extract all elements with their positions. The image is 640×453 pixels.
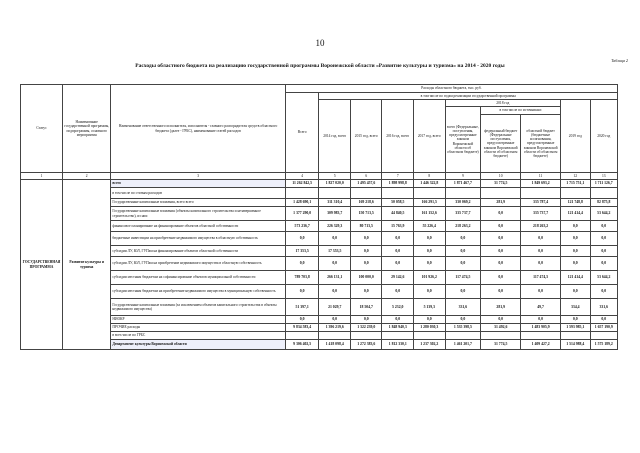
header-2019: 2019 год bbox=[561, 100, 590, 173]
value-cell bbox=[521, 332, 561, 340]
row-label: Государственные капитальные вложения (объекты капитального строительства и незавершенное строительство), из них: bbox=[111, 207, 285, 221]
table-row bbox=[21, 207, 618, 221]
value-cell: 121 414,4 bbox=[561, 271, 590, 285]
value-cell: 17 353,5 bbox=[285, 246, 319, 257]
header-total: Всего bbox=[285, 93, 319, 173]
table-row bbox=[21, 188, 618, 199]
column-number: 8 bbox=[414, 173, 446, 180]
value-cell: 82 875,8 bbox=[590, 199, 618, 207]
value-cell: 53 644,2 bbox=[590, 207, 618, 221]
value-cell: 0,0 bbox=[285, 285, 319, 299]
value-cell: 1 446 322,8 bbox=[414, 180, 446, 188]
value-cell: 1 715 751,1 bbox=[561, 180, 590, 188]
value-cell: 0,0 bbox=[590, 257, 618, 271]
value-cell: 0,0 bbox=[561, 221, 590, 232]
value-cell: 0,0 bbox=[561, 316, 590, 324]
value-cell: 311 310,4 bbox=[319, 199, 351, 207]
value-cell: 0,0 bbox=[319, 257, 351, 271]
header-2018-total: всего (Федеральные, поступления, предусмотренные законом Воронежской области об областном бюджете) bbox=[445, 107, 481, 173]
value-cell: 5 232,0 bbox=[382, 299, 414, 316]
value-cell: 1 657 190,9 bbox=[590, 324, 618, 332]
value-cell: 1 272 383,6 bbox=[350, 340, 382, 350]
value-cell: 80 713,5 bbox=[350, 221, 382, 232]
table-row bbox=[21, 324, 618, 332]
value-cell bbox=[561, 188, 590, 199]
value-cell: 0,0 bbox=[414, 232, 446, 246]
value-cell: 0,0 bbox=[445, 232, 481, 246]
value-cell bbox=[382, 188, 414, 199]
value-cell: 51 397,1 bbox=[285, 299, 319, 316]
value-cell: 1 396 219,6 bbox=[319, 324, 351, 332]
header-2018-federal: федеральный бюджет (Федеральные поступления, предусмотренные законом Воронежской области об областном бюджете) bbox=[481, 115, 521, 173]
value-cell: 281,9 bbox=[481, 199, 521, 207]
column-number: 13 bbox=[590, 173, 618, 180]
value-cell: 1 418 098,4 bbox=[319, 340, 351, 350]
row-label: субсидии ЛУ, ЮЛ, ГУПам на приобретение недвижимого имущества в областную собственность bbox=[111, 257, 285, 271]
value-cell bbox=[285, 332, 319, 340]
value-cell: 0,0 bbox=[481, 271, 521, 285]
header-executor: Наименование ответственного исполнителя, исполнителя - главного распорядителя средств областного бюджета (далее - ГРБС), наименование статей расходов bbox=[111, 85, 285, 173]
value-cell: 0,0 bbox=[350, 232, 382, 246]
column-number: 5 bbox=[319, 173, 351, 180]
value-cell: 0,0 bbox=[319, 232, 351, 246]
value-cell: 1 461 201,7 bbox=[445, 340, 481, 350]
header-2014: 2014 год, всего bbox=[319, 100, 351, 173]
value-cell: 334,4 bbox=[561, 299, 590, 316]
value-cell: 218 263,2 bbox=[521, 221, 561, 232]
value-cell: 789 703,8 bbox=[285, 271, 319, 285]
value-cell: 0,0 bbox=[521, 285, 561, 299]
value-cell: 0,0 bbox=[481, 285, 521, 299]
table-row bbox=[21, 285, 618, 299]
value-cell: 331,6 bbox=[590, 299, 618, 316]
value-cell: 573 236,7 bbox=[285, 221, 319, 232]
value-cell: 0,0 bbox=[481, 316, 521, 324]
value-cell: 0,0 bbox=[445, 246, 481, 257]
value-cell: 0,0 bbox=[481, 232, 521, 246]
value-cell: 0,0 bbox=[521, 316, 561, 324]
value-cell: 161 152,6 bbox=[414, 207, 446, 221]
table-row bbox=[21, 316, 618, 324]
row-label: всего bbox=[111, 180, 285, 188]
row-label: ПРОЧИЕ расходы bbox=[111, 324, 285, 332]
value-cell bbox=[319, 188, 351, 199]
value-cell: 31 774,5 bbox=[481, 340, 521, 350]
value-cell: 0,0 bbox=[285, 316, 319, 324]
value-cell: 0,0 bbox=[445, 257, 481, 271]
value-cell: 0,0 bbox=[350, 316, 382, 324]
value-cell: 0,0 bbox=[382, 316, 414, 324]
value-cell bbox=[481, 188, 521, 199]
value-cell: 166 291,5 bbox=[414, 199, 446, 207]
value-cell: 21 029,7 bbox=[319, 299, 351, 316]
value-cell: 17 353,5 bbox=[319, 246, 351, 257]
column-number: 12 bbox=[561, 173, 590, 180]
row-label: в всех числе по ГРБС bbox=[111, 332, 285, 340]
column-number: 6 bbox=[350, 173, 382, 180]
program-cell: Развитие культуры и туризма bbox=[63, 180, 111, 350]
value-cell: 31 492,6 bbox=[481, 324, 521, 332]
value-cell: 29 142,6 bbox=[382, 271, 414, 285]
value-cell: 100 000,0 bbox=[350, 271, 382, 285]
value-cell: 1 483 905,9 bbox=[521, 324, 561, 332]
value-cell: 266 131,1 bbox=[319, 271, 351, 285]
value-cell: 330 069,2 bbox=[445, 199, 481, 207]
value-cell: 1 711 126,7 bbox=[590, 180, 618, 188]
value-cell bbox=[350, 188, 382, 199]
value-cell: 1 827 020,0 bbox=[319, 180, 351, 188]
value-cell: 1 409 427,2 bbox=[521, 340, 561, 350]
header-2018-incl: в том числе по источникам: bbox=[481, 107, 561, 115]
value-cell: 1 849 693,2 bbox=[521, 180, 561, 188]
row-label: Государственные капитальные вложения, всего всего bbox=[111, 199, 285, 207]
value-cell bbox=[561, 332, 590, 340]
header-2018-regional: областной бюджет (бюджетные ассигнования, предусмотренные законом Воронежской области об областном бюджете) bbox=[521, 115, 561, 173]
value-cell: 0,0 bbox=[285, 232, 319, 246]
value-cell: 0,0 bbox=[590, 285, 618, 299]
appendix-label: Таблица 2 bbox=[611, 58, 628, 63]
header-2017: 2017 год, всего bbox=[414, 100, 446, 173]
value-cell: 169 218,6 bbox=[350, 199, 382, 207]
table-row bbox=[21, 271, 618, 285]
value-cell: 53 644,2 bbox=[590, 271, 618, 285]
table-row bbox=[21, 221, 618, 232]
header-2016: 2016 год, всего bbox=[382, 100, 414, 173]
column-number: 10 bbox=[481, 173, 521, 180]
value-cell: 9 834 583,4 bbox=[285, 324, 319, 332]
value-cell: 281,9 bbox=[481, 299, 521, 316]
row-label: финансовое планирование на финансирование объектов областной собственности bbox=[111, 221, 285, 232]
column-number: 4 bbox=[285, 173, 319, 180]
value-cell: 44 840,5 bbox=[382, 207, 414, 221]
value-cell: 0,0 bbox=[561, 246, 590, 257]
value-cell bbox=[350, 332, 382, 340]
value-cell: 218 263,2 bbox=[445, 221, 481, 232]
value-cell: 0,0 bbox=[414, 285, 446, 299]
row-label: Департамент культуры Воронежской области bbox=[111, 340, 285, 350]
header-2020: 2020 год bbox=[590, 100, 618, 173]
value-cell: 0,0 bbox=[319, 285, 351, 299]
value-cell: 0,0 bbox=[590, 232, 618, 246]
table-row bbox=[21, 332, 618, 340]
value-cell: 0,0 bbox=[319, 316, 351, 324]
column-number: 9 bbox=[445, 173, 481, 180]
row-label: субсидии ЛУ, ЮЛ, ГУПам на финансирование объектов областной собственности bbox=[111, 246, 285, 257]
column-number-row bbox=[21, 173, 618, 180]
row-label: субсидии местным бюджетам на приобретение недвижимого имущества в муниципальную собственность bbox=[111, 285, 285, 299]
value-cell: 0,0 bbox=[561, 257, 590, 271]
value-cell: 55 226,4 bbox=[414, 221, 446, 232]
value-cell: 309 983,7 bbox=[319, 207, 351, 221]
value-cell: 121 748,8 bbox=[561, 199, 590, 207]
value-cell: 331,6 bbox=[445, 299, 481, 316]
value-cell: 1 898 998,8 bbox=[382, 180, 414, 188]
header-2015: 2015 год, всего bbox=[350, 100, 382, 173]
value-cell: 0,0 bbox=[590, 316, 618, 324]
value-cell: 1 535 398,5 bbox=[445, 324, 481, 332]
status-cell: ГОСУДАРСТВЕННАЯ ПРОГРАММА bbox=[21, 180, 63, 350]
value-cell: 226 329,3 bbox=[319, 221, 351, 232]
header-2018: 2018 год bbox=[445, 100, 561, 107]
value-cell: 0,0 bbox=[382, 285, 414, 299]
value-cell: 31 774,5 bbox=[481, 180, 521, 188]
value-cell: 1 848 940,3 bbox=[382, 324, 414, 332]
header-budget: Расходы областного бюджета, тыс. руб. bbox=[285, 85, 617, 93]
value-cell: 0,0 bbox=[350, 246, 382, 257]
value-cell: 1 871 467,7 bbox=[445, 180, 481, 188]
value-cell: 0,0 bbox=[481, 221, 521, 232]
value-cell bbox=[414, 332, 446, 340]
value-cell: 0,0 bbox=[481, 257, 521, 271]
row-label: бюджетные инвестиции на приобретение недвижимого имущества в областную собственность bbox=[111, 232, 285, 246]
column-number: 3 bbox=[111, 173, 285, 180]
value-cell: 1 280 030,3 bbox=[414, 324, 446, 332]
value-cell bbox=[521, 188, 561, 199]
value-cell: 0,0 bbox=[521, 232, 561, 246]
table-row bbox=[21, 232, 618, 246]
value-cell: 1 377 290,0 bbox=[285, 207, 319, 221]
value-cell: 1 237 302,2 bbox=[414, 340, 446, 350]
value-cell: 50 058,5 bbox=[382, 199, 414, 207]
document-title: Расходы областного бюджета на реализацию государственной программы Воронежской области «Развитие культуры и туризма» на 2014 - 2020 годы bbox=[135, 63, 505, 69]
table-row bbox=[21, 340, 618, 350]
value-cell: 0,0 bbox=[414, 246, 446, 257]
value-cell: 0,0 bbox=[481, 207, 521, 221]
value-cell: 0,0 bbox=[561, 285, 590, 299]
row-label: в том числе по статьям расходов bbox=[111, 188, 285, 199]
value-cell: 335 737,7 bbox=[445, 207, 481, 221]
column-number: 1 bbox=[21, 173, 63, 180]
value-cell bbox=[481, 332, 521, 340]
value-cell: 101 926,2 bbox=[414, 271, 446, 285]
value-cell: 1 495 457,6 bbox=[350, 180, 382, 188]
value-cell: 150 713,5 bbox=[350, 207, 382, 221]
value-cell: 15 763,9 bbox=[382, 221, 414, 232]
row-label: НИОКР bbox=[111, 316, 285, 324]
value-cell: 0,0 bbox=[481, 246, 521, 257]
value-cell: 0,0 bbox=[414, 316, 446, 324]
value-cell bbox=[445, 332, 481, 340]
column-number: 2 bbox=[63, 173, 111, 180]
value-cell: 1 428 690,1 bbox=[285, 199, 319, 207]
table-row bbox=[21, 180, 618, 188]
value-cell: 49,7 bbox=[521, 299, 561, 316]
value-cell: 0,0 bbox=[521, 246, 561, 257]
value-cell: 117 474,5 bbox=[445, 271, 481, 285]
table-row bbox=[21, 246, 618, 257]
value-cell: 0,0 bbox=[285, 257, 319, 271]
value-cell: 1 575 189,2 bbox=[590, 340, 618, 350]
table-row bbox=[21, 257, 618, 271]
value-cell: 335 787,4 bbox=[521, 199, 561, 207]
value-cell bbox=[590, 188, 618, 199]
value-cell: 335 737,7 bbox=[521, 207, 561, 221]
value-cell: 1 812 330,1 bbox=[382, 340, 414, 350]
value-cell: 0,0 bbox=[414, 257, 446, 271]
budget-table bbox=[20, 84, 618, 350]
value-cell: 1 322 239,0 bbox=[350, 324, 382, 332]
page-number: 10 bbox=[315, 38, 325, 48]
value-cell: 0,0 bbox=[590, 246, 618, 257]
value-cell: 5 139,3 bbox=[414, 299, 446, 316]
value-cell: 0,0 bbox=[445, 316, 481, 324]
header-status: Статус bbox=[21, 85, 63, 173]
value-cell: 18 504,7 bbox=[350, 299, 382, 316]
row-label: Государственные капитальные вложения (за исключением объектов капитального строительства в объекты недвижимого имущества) bbox=[111, 299, 285, 316]
value-cell: 11 262 842,5 bbox=[285, 180, 319, 188]
value-cell: 0,0 bbox=[382, 257, 414, 271]
value-cell bbox=[319, 332, 351, 340]
header-program: Наименование государственной программы, подпрограммы, основного мероприятия bbox=[63, 85, 111, 173]
value-cell: 0,0 bbox=[590, 221, 618, 232]
value-cell: 0,0 bbox=[561, 232, 590, 246]
value-cell: 9 306 402,5 bbox=[285, 340, 319, 350]
value-cell bbox=[382, 332, 414, 340]
header-by-years: в том числе по годам реализации государственной программы bbox=[319, 93, 618, 100]
value-cell: 1 514 988,4 bbox=[561, 340, 590, 350]
column-number: 7 bbox=[382, 173, 414, 180]
value-cell: 0,0 bbox=[350, 257, 382, 271]
table-row bbox=[21, 199, 618, 207]
value-cell: 0,0 bbox=[445, 285, 481, 299]
column-number: 11 bbox=[521, 173, 561, 180]
value-cell bbox=[414, 188, 446, 199]
value-cell: 117 474,5 bbox=[521, 271, 561, 285]
value-cell: 0,0 bbox=[521, 257, 561, 271]
value-cell bbox=[285, 188, 319, 199]
table-row bbox=[21, 299, 618, 316]
value-cell bbox=[590, 332, 618, 340]
value-cell: 0,0 bbox=[382, 246, 414, 257]
value-cell: 121 414,4 bbox=[561, 207, 590, 221]
value-cell: 0,0 bbox=[382, 232, 414, 246]
value-cell bbox=[445, 188, 481, 199]
row-label: субсидии местным бюджетам на софинансирование объектов муниципальной собственности bbox=[111, 271, 285, 285]
value-cell: 0,0 bbox=[350, 285, 382, 299]
value-cell: 1 593 985,1 bbox=[561, 324, 590, 332]
